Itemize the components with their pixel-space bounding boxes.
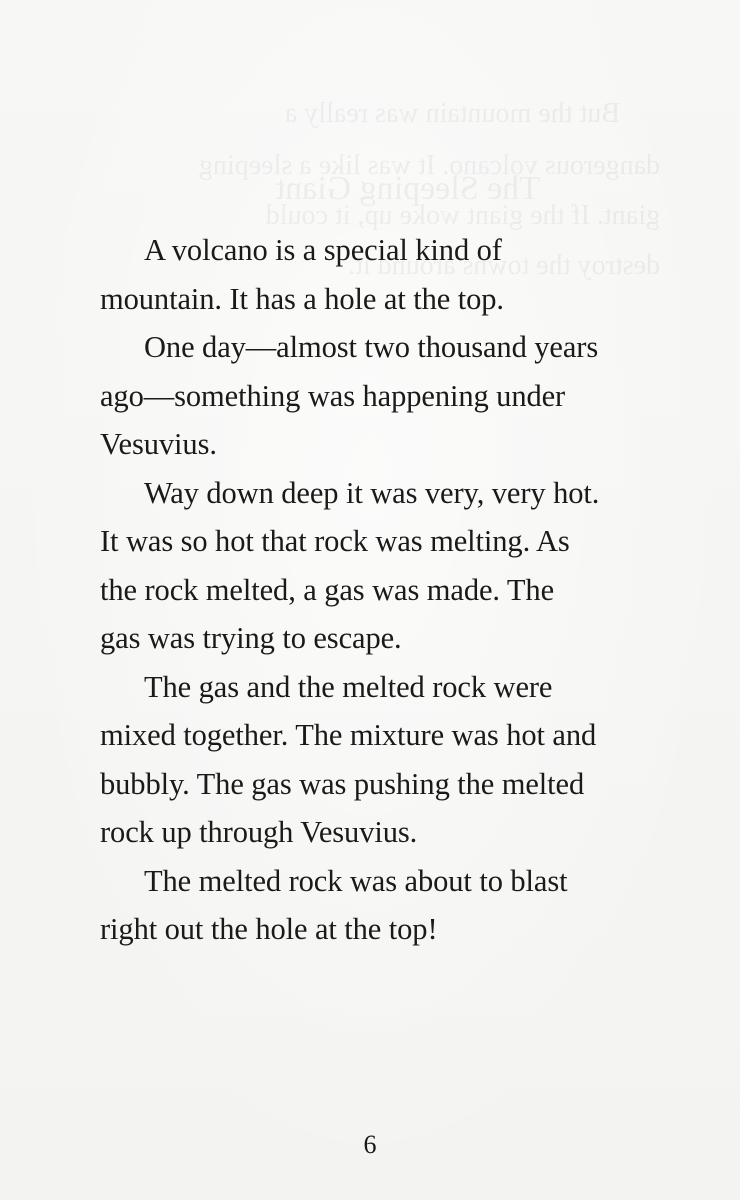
paragraph: One day—almost two thousand years ago—something was happening under Vesuvius.	[100, 330, 599, 461]
paragraph: The gas and the melted rock were mixed together. The mixture was hot and bubbly. The gas was pushing the melted rock up through Vesuvius.	[100, 669, 597, 849]
paragraph: The melted rock was about to blast right out the hole at the top!	[100, 863, 568, 946]
reverse-side-show-through: But the mountain was really a dangerous volcano. It was like a sleeping giant. If the giant woke up, it could destroy the towns around it. The Sleeping Giant	[198, 98, 660, 281]
page-number: 6	[363, 1130, 377, 1159]
paragraph: A volcano is a special kind of mountain. It has a hole at the top.	[100, 233, 504, 316]
paragraph: Way down deep it was very, very hot. It was so hot that rock was melting. As the rock melted, a gas was made. The gas was trying to escape.	[100, 475, 600, 655]
body-text	[100, 226, 680, 954]
